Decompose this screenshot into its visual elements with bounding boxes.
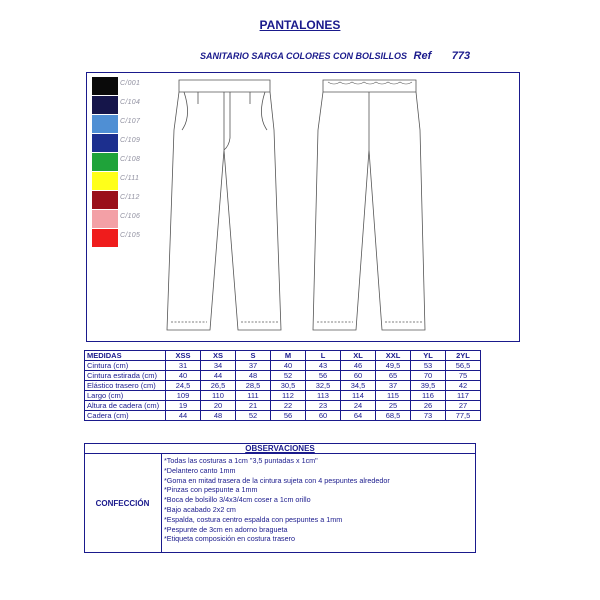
measure-value: 117 <box>446 391 481 401</box>
note-line: *Etiqueta composición en costura trasero <box>164 534 296 544</box>
measure-value: 77,5 <box>446 411 481 421</box>
size-header: YL <box>411 351 446 361</box>
measure-value: 49,5 <box>376 361 411 371</box>
color-code: C/111 <box>120 175 140 182</box>
measure-value: 30,5 <box>271 381 306 391</box>
measure-value: 111 <box>236 391 271 401</box>
measure-value: 26 <box>411 401 446 411</box>
measure-value: 26,5 <box>201 381 236 391</box>
table-header-row <box>85 351 481 361</box>
measure-value: 40 <box>271 361 306 371</box>
confeccion-label-text: CONFECCIÓN <box>95 499 150 508</box>
measure-value: 39,5 <box>411 381 446 391</box>
measure-value: 113 <box>306 391 341 401</box>
color-code: C/104 <box>120 99 141 106</box>
measure-value: 70 <box>411 371 446 381</box>
header-cell: MEDIDAS <box>85 351 166 361</box>
size-header: XL <box>341 351 376 361</box>
measure-value: 112 <box>271 391 306 401</box>
measure-value: 109 <box>166 391 201 401</box>
measure-value: 22 <box>271 401 306 411</box>
measure-label: Elástico trasero (cm) <box>85 381 166 391</box>
measure-value: 116 <box>411 391 446 401</box>
ref-label: Ref <box>413 50 432 62</box>
measure-value: 48 <box>236 371 271 381</box>
measure-value: 56,5 <box>446 361 481 371</box>
measure-label: Cintura (cm) <box>85 361 166 371</box>
measure-value: 44 <box>166 411 201 421</box>
size-header: XXL <box>376 351 411 361</box>
color-code: C/109 <box>120 137 141 144</box>
measure-value: 19 <box>166 401 201 411</box>
size-header: S <box>236 351 271 361</box>
measure-value: 37 <box>376 381 411 391</box>
measure-value: 28,5 <box>236 381 271 391</box>
measure-value: 34,5 <box>341 381 376 391</box>
measure-value: 56 <box>271 411 306 421</box>
measure-value: 110 <box>201 391 236 401</box>
measure-value: 56 <box>306 371 341 381</box>
measure-value: 68,5 <box>376 411 411 421</box>
measure-label: Cadera (cm) <box>85 411 166 421</box>
measure-value: 115 <box>376 391 411 401</box>
measure-value: 40 <box>166 371 201 381</box>
color-code: C/108 <box>120 156 141 163</box>
color-code: C/107 <box>120 118 141 125</box>
measure-value: 53 <box>411 361 446 371</box>
pants-front-view <box>167 80 281 330</box>
size-header: M <box>271 351 306 361</box>
measure-value: 46 <box>341 361 376 371</box>
color-code: C/001 <box>120 80 141 87</box>
color-code: C/106 <box>120 213 141 220</box>
ref-number: 773 <box>451 50 471 62</box>
measure-value: 52 <box>271 371 306 381</box>
measure-value: 42 <box>446 381 481 391</box>
measure-value: 114 <box>341 391 376 401</box>
note-line: *Goma en mitad trasera de la cintura sujeta con 4 pespuntes alrededor <box>164 475 390 485</box>
measure-value: 52 <box>236 411 271 421</box>
measure-value: 32,5 <box>306 381 341 391</box>
measure-value: 24,5 <box>166 381 201 391</box>
measure-value: 23 <box>306 401 341 411</box>
product-description: SANITARIO SARGA COLORES CON BOLSILLOS <box>200 51 408 61</box>
measure-value: 60 <box>306 411 341 421</box>
confeccion-label <box>84 454 162 553</box>
table-row <box>85 401 481 411</box>
measure-value: 60 <box>341 371 376 381</box>
measure-value: 65 <box>376 371 411 381</box>
measure-value: 37 <box>236 361 271 371</box>
measure-value: 75 <box>446 371 481 381</box>
size-header: XS <box>201 351 236 361</box>
pants-back-view <box>313 80 425 330</box>
color-code: C/105 <box>120 232 141 239</box>
observations-notes <box>164 456 390 544</box>
measure-value: 31 <box>166 361 201 371</box>
measure-value: 27 <box>446 401 481 411</box>
note-line: *Todas las costuras a 1cm "3,5 puntadas x 1cm" <box>164 456 318 465</box>
observations-heading: OBSERVACIONES <box>84 443 476 454</box>
measure-label: Altura de cadera (cm) <box>85 401 166 411</box>
table-row <box>85 371 481 381</box>
page-title: PANTALONES <box>259 18 341 32</box>
note-line: *Espalda, costura centro espalda con pespuntes a 1mm <box>164 514 343 524</box>
size-header: 2YL <box>446 351 481 361</box>
measure-value: 73 <box>411 411 446 421</box>
measure-value: 25 <box>376 401 411 411</box>
note-line: *Delantero canto 1mm <box>164 465 236 475</box>
note-line: *Pinzas con pespunte a 1mm <box>164 485 258 495</box>
color-code: C/112 <box>120 194 140 201</box>
measure-value: 64 <box>341 411 376 421</box>
measure-label: Cintura estirada (cm) <box>85 371 166 381</box>
measure-value: 48 <box>201 411 236 421</box>
measurements-table <box>84 350 481 421</box>
measure-value: 24 <box>341 401 376 411</box>
note-line: *Bajo acabado 2x2 cm <box>164 504 236 514</box>
measure-value: 34 <box>201 361 236 371</box>
table-row <box>85 411 481 421</box>
table-row <box>85 381 481 391</box>
table-row <box>85 361 481 371</box>
measure-value: 43 <box>306 361 341 371</box>
measure-value: 44 <box>201 371 236 381</box>
size-header: L <box>306 351 341 361</box>
measure-label: Largo (cm) <box>85 391 166 401</box>
measure-value: 21 <box>236 401 271 411</box>
size-header: XSS <box>166 351 201 361</box>
table-row <box>85 391 481 401</box>
note-line: *Pespunte de 3cm en adorno bragueta <box>164 524 288 534</box>
note-line: *Boca de bolsillo 3/4x3/4cm coser a 1cm orillo <box>164 495 311 505</box>
measure-value: 20 <box>201 401 236 411</box>
